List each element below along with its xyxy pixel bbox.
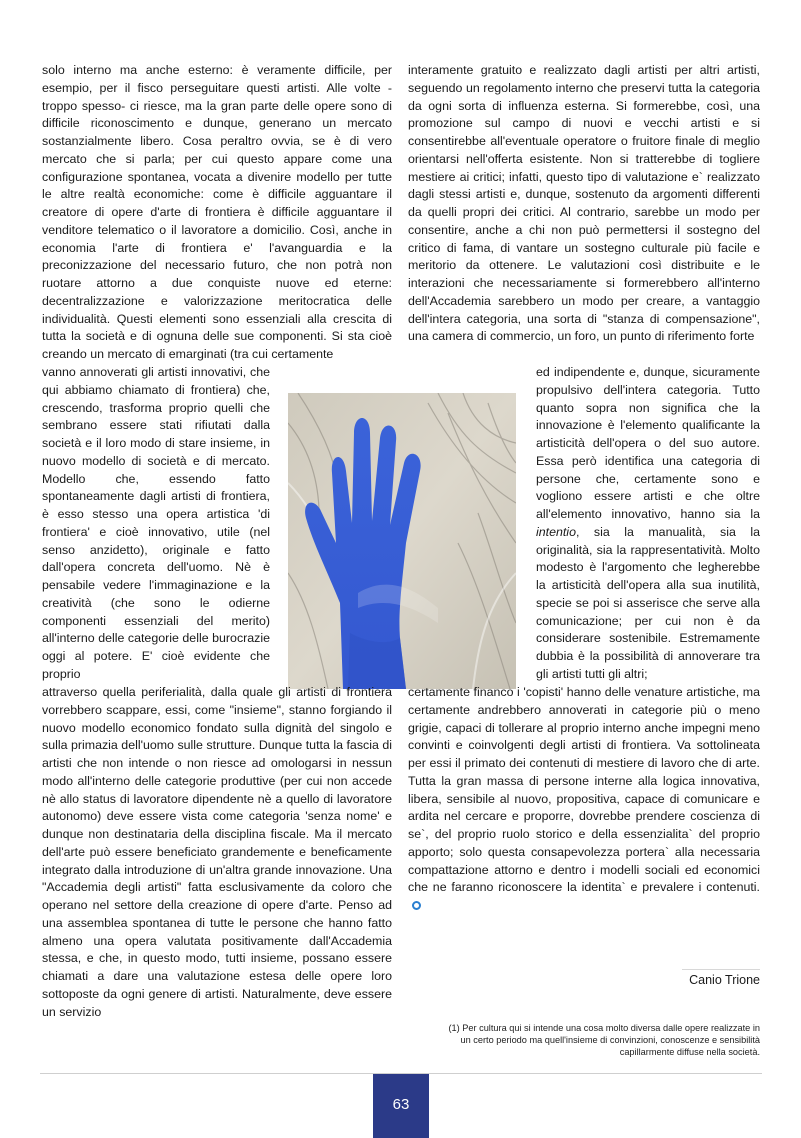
paragraph: attraverso quella periferialità, dalla quale gli artisti di frontiera vorrebbero scappare, essi, come "insieme", stanno forgiando il nuovo modello economico fondato sulla dignità del singolo e sulla primazia dell'uomo sulle strutture. Dunque tutta la fascia di artisti che non intende o non riesce ad omologarsi in nessun modo all'interno delle categorie produttive (per cui non accede nè allo status di lavoratore dipendente nè a quello di lavoratore autonomo) deve essere vista come categoria 'senza nome' e dunque non destinataria della disciplina fiscale. Ma il mercato dell'arte può essere beneficiato grandemente e beneficamente integrato dalla introduzione di un'altra grande innovazione. Una "Accademia degli artisti" fatta esclusivamente da coloro che operano nel settore della creazione di opere d'arte. Penso ad una assemblea spontanea di tutte le persone che hanno fatto almeno una opera valutata positivamente dall'Accademia stessa, e che, in questo modo, tutti insieme, possano essere chiamati a dare una valutazione estesa delle opere loro sottoposte da ogni genere di artisti. Naturalmente, deve essere un servizio <box>42 685 392 1019</box>
author-divider <box>682 969 760 970</box>
paragraph: interamente gratuito e realizzato dagli artisti per altri artisti, seguendo un regolamento interno che preservi tutta la categoria da ogni sorta di influenza esterna. Si formerebbe, così, una promozione sul campo di nuovi e vecchi artisti e si consentirebbe all'eventuale operatore o fruitore finale di meglio orientarsi nell'offerta esistente. Non si tratterebbe di togliere mestiere ai critici; infatti, questo tipo di valutazione e` realizzato dagli stessi artisti e, dunque, sostenuto da argomenti differenti da quelli propri dei critici. Al contrario, sarebbe un modo per consentire, anche a chi non può permettersi il sostegno del critico di fama, di vantare un sostegno culturale più facile e meritorio da ottenere. Le valutazioni così distribuite e le interazioni che necessariamente si formerebbero all'interno dell'Accademia sarebbero un modo per creare, a vantaggio dell'intera categoria, una sorta di "stanza di compensazione", una camera di commercio, un foro, un punto di riferimento forte <box>408 63 760 344</box>
page-number-tab <box>373 1074 429 1138</box>
artwork-image <box>288 393 516 689</box>
paragraph <box>408 684 760 915</box>
article-column-right-bottom <box>408 684 760 915</box>
paragraph <box>536 364 760 684</box>
page-number: 63 <box>392 1096 410 1113</box>
article-column-left-top <box>42 62 392 364</box>
footnote: (1) Per cultura qui si intende una cosa molto diversa dalle opere realizzate in un certo periodo ma quell'insieme di convinzioni, conoscenze e sensibilità capillarmente diffuse nella società. <box>448 1023 760 1057</box>
article-column-left-bottom <box>42 684 392 1021</box>
text-run: , sia la manualità, sia la originalità, sia la rappresentatività. Molto modesto è l'argomento che legherebbe la artisticità dell'opera alla sua inutilità, specie se poi si asserisce che serve alla comunicazione; per cui non è da considerare sostenibile. Estremamente dubbia è la possibilità di annoverare tra gli artisti tutti gli altri; <box>536 524 760 681</box>
text-run: certamente financo i 'copisti' hanno delle venature artistiche, ma certamente andrebbero annoverati in categorie più o meno grigie, capaci di tollerare al proprio interno anche impegni meno convinti e coinvolgenti degli artisti di frontiera. Va sottolineata per essi il primato dei contenuti di mestiere di lavoro che di arte. Tutta la gran massa di persone interne alla logica innovativa, libera, sensibile al nuovo, propositiva, capace di comunicare e ardita nel cercare e proporre, dovrebbe prendere coscienza di se`, del proprio ruolo storico e della essenzialita` del proprio apporto; solo questa consapevolezza portera` alla necessaria compattazione attorno e dentro i modelli sociali ed economici che ne faranno riconoscere la identita` e prevalere i contenuti. <box>408 685 760 895</box>
circle-bullet-icon <box>412 901 421 910</box>
article-column-right-wrap <box>536 364 760 684</box>
text-run: ed indipendente e, dunque, sicuramente propulsivo dell'intera categoria. Tutto quanto sopra non significa che la innovazione è l'elemento qualificante la artisticità dell'opera o del suo autore. Essa però identifica una categoria di persone che, certamente sono e vogliono essere artisti e che oltre all'elemento innovativo, hanno sia la <box>536 365 760 521</box>
paragraph: solo interno ma anche esterno: è veramente difficile, per esempio, per il fisco perseguitare questi artisti. Alle volte - troppo spesso- ci riesce, ma la gran parte delle opere sono di difficile riconoscimento e dunque, generano un mercato sostanzialmente libero. Cosa peraltro ovvia, se è di vero mercato che si parla; per cui questo appare come una configurazione spontanea, vocata a divenire modello per tutte le altre realtà economiche: come è difficile agguantare il creatore di opere d'arte di frontiera è difficile agguantare il venditore telematico o il lavoratore a domicilio. Così, anche in economia l'arte di frontiera e' l'avanguardia e la preconizzazione del necessario futuro, che non potrà non ruotare attorno a due conquiste nuove ed eterne: decentralizzazione e valorizzazione meritocratica delle individualità. Questi elementi sono essenziali alla crescita di tutta la società e di ognuna delle sue componenti. Si sta cioè creando un mercato di emarginati (tra cui certamente <box>42 63 392 361</box>
article-column-right-top <box>408 62 760 346</box>
article-column-left-wrap <box>42 364 270 684</box>
paragraph: vanno annoverati gli artisti innovativi, che qui abbiamo chiamato di frontiera) che, crescendo, trasforma proprio quelli che sembrano essere stati rifiutati dalla società e il loro modo di stare insieme, in nuovo modello di società e di mercato. Modello che, essendo fatto spontaneamente dagli artisti di frontiera, è esso stesso una opera artistica 'di frontiera' e cioè innovativo, utile (nel senso anzidetto), originale e fatto dall'opera concreta dell'uomo. Nè è pensabile vedere l'immaginazione e la creatività (che sono le odierne componenti essenziali del merito) all'interno delle categorie delle burocrazie oggi al potere. E' cioè evidente che proprio <box>42 365 270 681</box>
author-name: Canio Trione <box>689 973 760 987</box>
italic-term: intentio <box>536 524 576 539</box>
